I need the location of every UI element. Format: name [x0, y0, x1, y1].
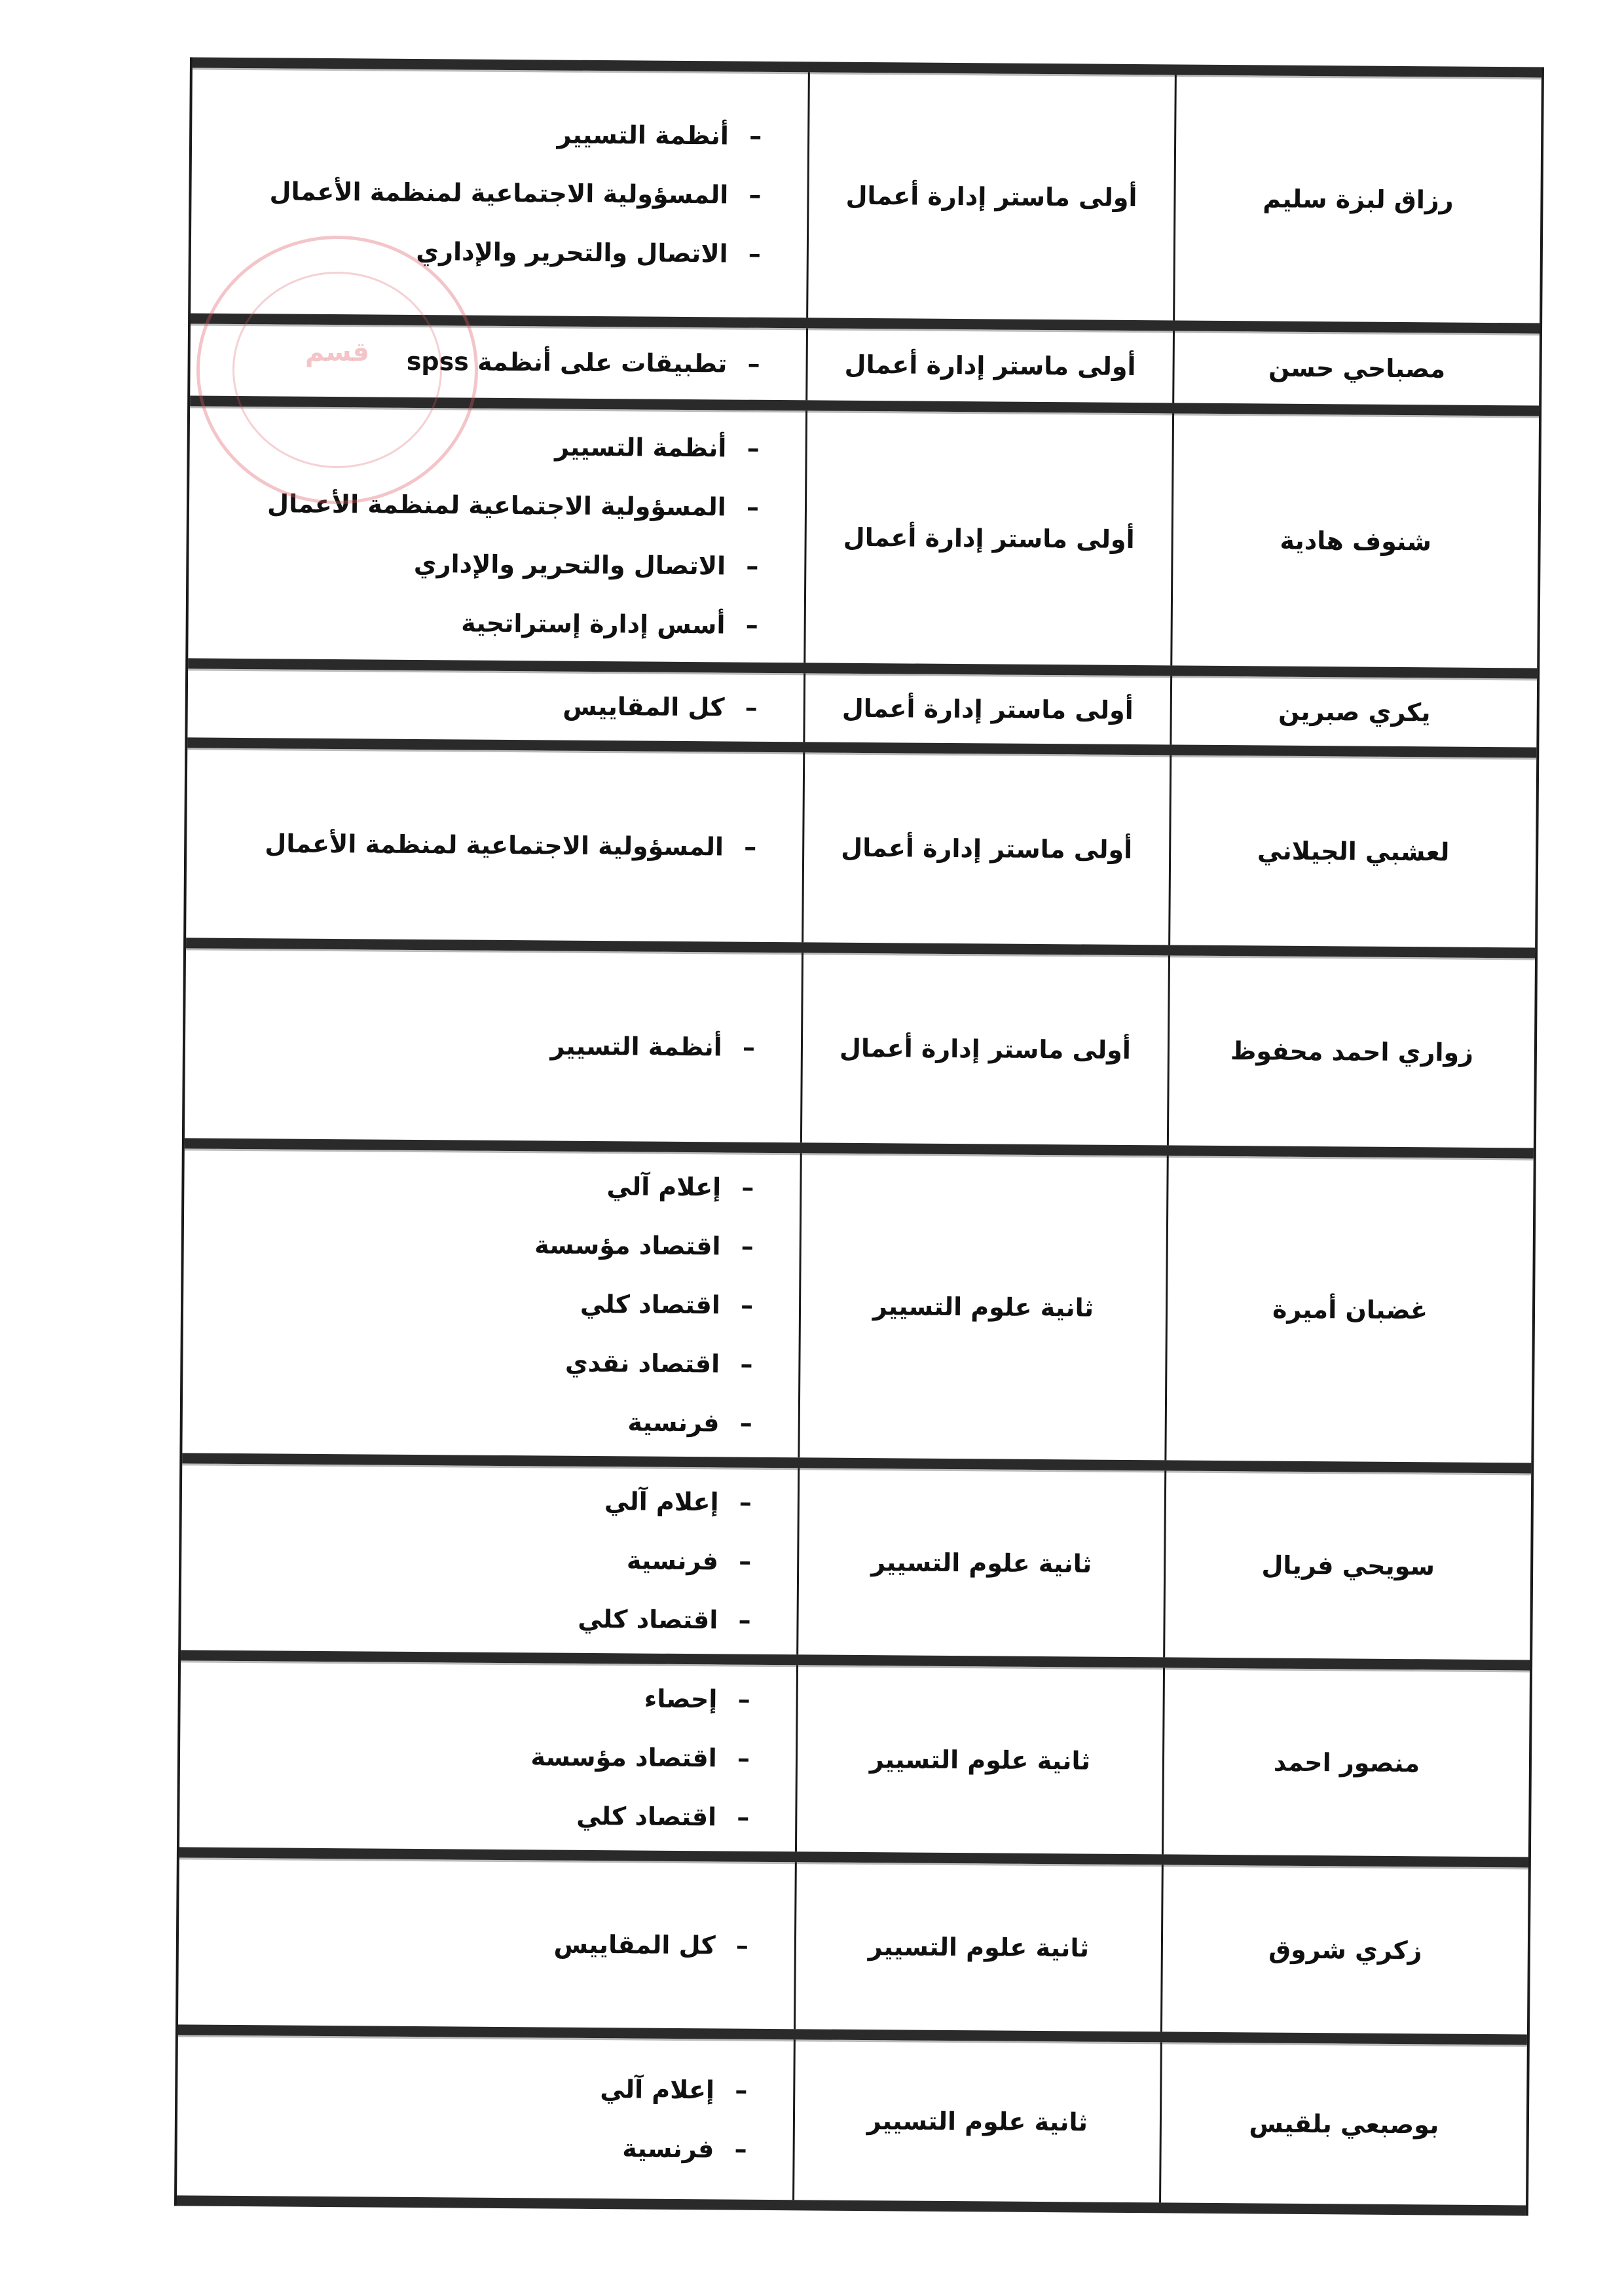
student-name: مصباحي حسن	[1172, 331, 1540, 405]
student-name: رزاق لبزة سليم	[1173, 75, 1541, 323]
student-level: ثانية علوم التسيير	[792, 2039, 1160, 2202]
subject-list	[533, 1156, 754, 1452]
table-row	[178, 1847, 1528, 2034]
subjects-cell	[187, 668, 803, 742]
subjects-cell	[178, 1857, 795, 2029]
subject-list	[563, 676, 758, 737]
student-level: ثانية علوم التسيير	[796, 1468, 1164, 1657]
student-name: يكري صبرين	[1170, 676, 1537, 747]
stamp-label: قسم	[304, 337, 370, 367]
subject-item: – المسؤولية الاجتماعية لمنظمة الأعمال	[265, 814, 757, 877]
subjects-cell	[177, 2035, 794, 2200]
subject-list	[406, 332, 760, 393]
student-name: غضبان أميرة	[1164, 1156, 1533, 1463]
student-level: أولى ماستر إدارة أعمال	[805, 328, 1173, 403]
subject-item: – أسس إدارة إستراتجية	[266, 592, 758, 655]
subject-item: – فرنسية	[533, 1392, 752, 1452]
subject-item: – إعلام آلي	[578, 1471, 752, 1531]
subject-item: – اقتصاد كلي	[578, 1589, 751, 1649]
student-name: لعشبي الجيلاني	[1168, 755, 1536, 947]
student-level: ثانية علوم التسيير	[798, 1153, 1166, 1460]
student-name: شنوف هادية	[1170, 413, 1539, 668]
subjects-cell	[191, 67, 808, 318]
student-level: ثانية علوم التسيير	[795, 1665, 1163, 1854]
subject-item: – أنظمة التسيير	[267, 415, 760, 478]
table-row	[179, 1650, 1530, 1857]
subject-item: – إحصاء	[531, 1668, 750, 1728]
subject-item: – فرنسية	[599, 2119, 747, 2179]
subject-item: – تطبيقات على أنظمة spss	[406, 332, 760, 393]
table-row	[186, 737, 1536, 947]
table-row	[181, 1453, 1531, 1660]
students-table	[174, 57, 1544, 2215]
subjects-cell	[188, 406, 805, 663]
student-level: أولى ماستر إدارة أعمال	[806, 72, 1175, 320]
subject-item: – اقتصاد نقدي	[534, 1333, 753, 1393]
subject-item: – كل المقاييس	[563, 676, 758, 737]
subject-list	[578, 1471, 752, 1649]
subjects-cell	[185, 948, 802, 1142]
subject-list	[530, 1668, 750, 1846]
subject-item: – أنظمة التسيير	[550, 1016, 755, 1076]
table-row	[188, 395, 1539, 668]
subjects-cell	[181, 1463, 798, 1654]
student-level: أولى ماستر إدارة أعمال	[803, 673, 1170, 744]
subjects-cell	[186, 748, 803, 942]
student-name: سويحي فريال	[1163, 1470, 1531, 1660]
student-name: زواري احمد محفوظ	[1167, 955, 1535, 1148]
student-name: بوصبعي بلقيس	[1159, 2042, 1527, 2205]
subject-list	[266, 415, 760, 654]
table-row	[177, 2024, 1527, 2215]
subject-list	[553, 1914, 748, 1975]
subject-item: – اقتصاد كلي	[530, 1786, 749, 1846]
subject-item: – المسؤولية الاجتماعية لمنظمة الأعمال	[267, 474, 760, 537]
table-row	[191, 57, 1541, 323]
subject-item: – الاتصال والتحرير والإداري	[269, 221, 762, 283]
table-row	[190, 313, 1540, 405]
student-level: أولى ماستر إدارة أعمال	[802, 752, 1170, 945]
subject-item: – كل المقاييس	[553, 1914, 748, 1975]
student-name: زكري شروق	[1160, 1865, 1528, 2034]
student-level: أولى ماستر إدارة أعمال	[800, 953, 1168, 1145]
subject-list	[599, 2060, 747, 2179]
subject-item: – اقتصاد مؤسسة	[534, 1215, 754, 1275]
subject-item: – إعلام آلي	[535, 1156, 754, 1216]
subject-item: – الاتصال والتحرير والإداري	[267, 533, 759, 596]
table-row	[182, 1138, 1533, 1463]
subject-item: – المسؤولية الاجتماعية لمنظمة الأعمال	[269, 162, 762, 225]
table-row	[187, 658, 1537, 747]
student-level: ثانية علوم التسيير	[794, 1862, 1162, 2032]
subject-item: – إعلام آلي	[600, 2060, 748, 2120]
subject-list	[550, 1016, 755, 1076]
subjects-cell	[182, 1148, 800, 1457]
table-row	[185, 938, 1535, 1148]
subject-item: – أنظمة التسيير	[270, 103, 762, 166]
subject-item: – اقتصاد كلي	[534, 1274, 753, 1334]
subjects-cell	[179, 1660, 796, 1851]
subject-list	[269, 103, 762, 283]
student-level: أولى ماستر إدارة أعمال	[803, 410, 1172, 665]
subject-list	[265, 814, 757, 877]
student-name: منصور احمد	[1162, 1667, 1530, 1857]
subject-item: – اقتصاد مؤسسة	[530, 1727, 750, 1787]
subject-item: – فرنسية	[578, 1530, 752, 1590]
subjects-cell	[190, 323, 806, 400]
